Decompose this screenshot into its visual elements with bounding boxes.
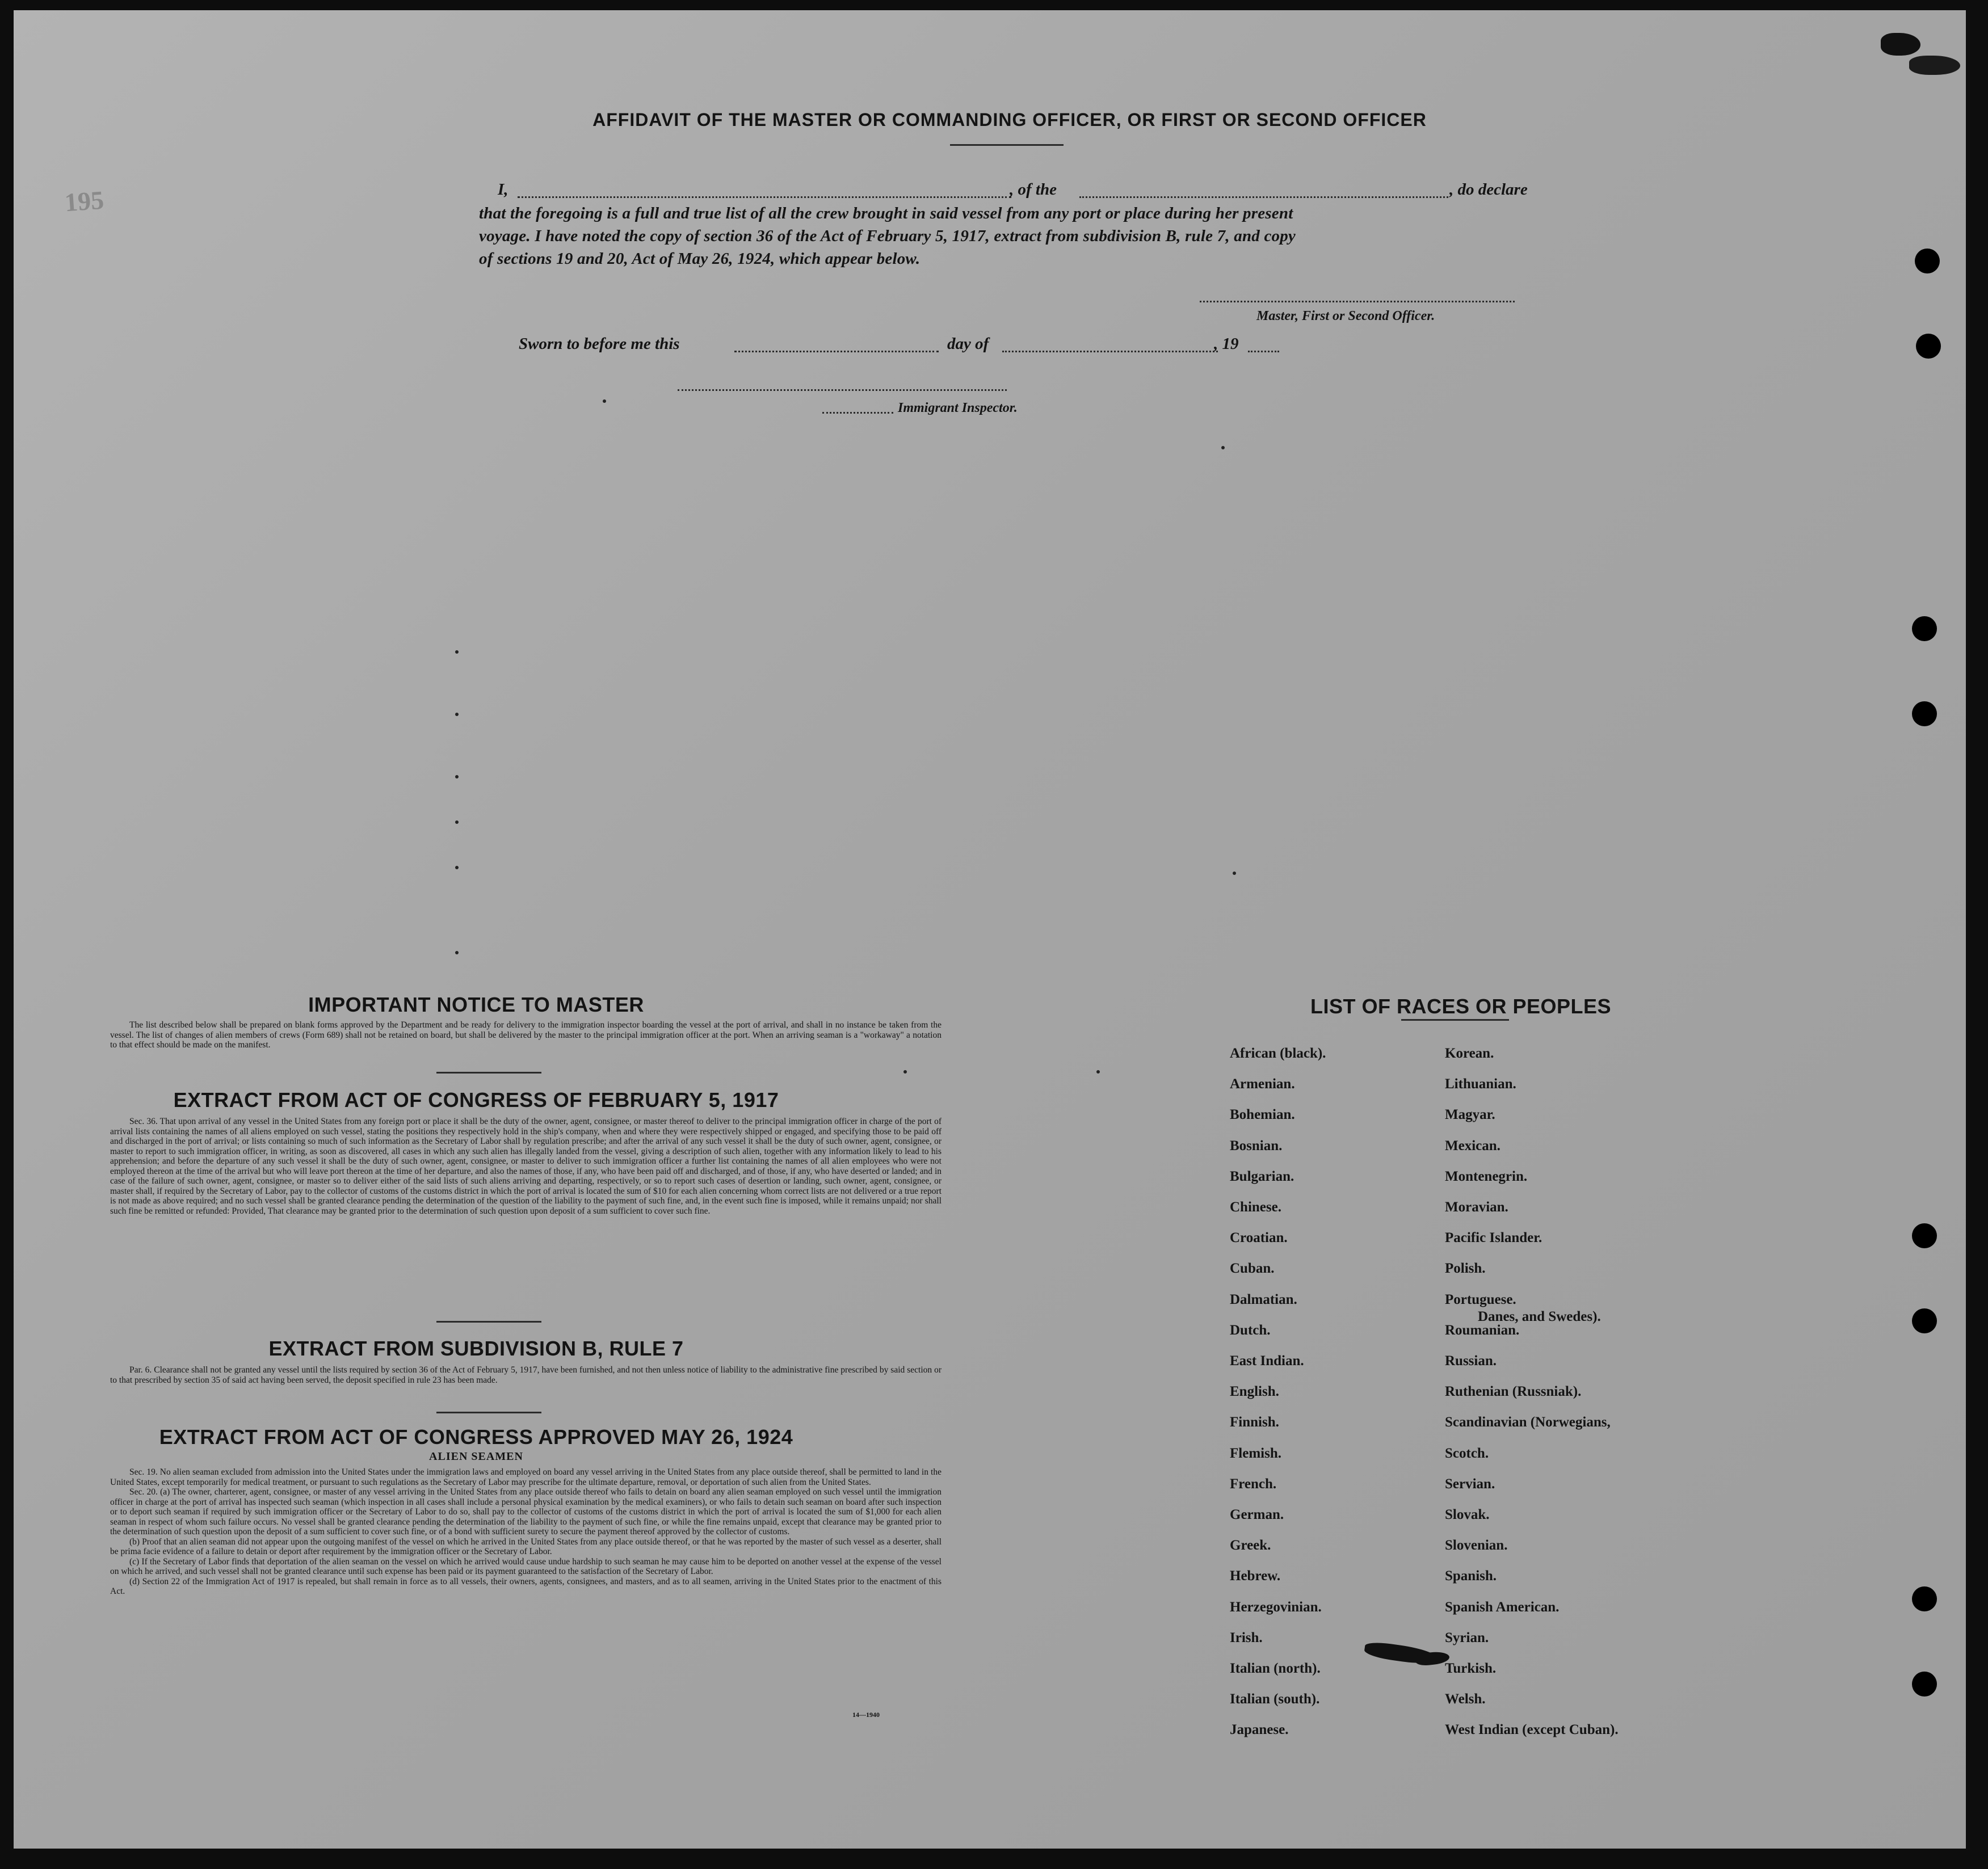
sworn-year: , 19 [1214,335,1239,353]
races-title-rule [1401,1019,1509,1021]
rule7-text [110,1365,942,1385]
race-item: Scotch. [1445,1446,1489,1461]
corner-damage [1881,33,1920,56]
alien-seamen-subtitle: ALIEN SEAMEN [429,1450,523,1463]
race-item: Scandinavian (Norwegians, [1445,1415,1611,1430]
race-item: Lithuanian. [1445,1076,1516,1092]
race-item: Bohemian. [1230,1107,1295,1122]
race-item: French. [1230,1476,1277,1492]
race-item: Ruthenian (Russniak). [1445,1384,1582,1399]
speck [1096,1070,1100,1074]
master-signature-line [1200,301,1515,302]
punch-hole [1912,1586,1937,1611]
affidavit-i: I, [498,180,508,199]
punch-hole [1912,701,1937,726]
race-item: Greek. [1230,1538,1271,1553]
race-item: Welsh. [1445,1691,1486,1707]
race-item: Polish. [1445,1261,1486,1276]
race-item: Roumanian. [1445,1323,1520,1338]
form-number: 14—1940 [852,1711,880,1719]
sec20d-paragraph: (d) Section 22 of the Immigration Act of 1917 is repealed, but shall remain in force as to all vessels, their owners, agents, consignees, and masters, and as to all seamen, arriving in the United States prior to the enactment of this Act. [110,1576,942,1596]
race-item: Bosnian. [1230,1138,1283,1154]
speck [455,775,459,778]
race-item: Irish. [1230,1630,1263,1645]
race-item: Syrian. [1445,1630,1489,1645]
race-item: Mexican. [1445,1138,1501,1154]
races-left-column [1230,1046,1434,1749]
sec19-paragraph: Sec. 19. No alien seaman excluded from admission into the United States under the immigration laws and employed on board any vessel arriving in the United States from any place outside thereof, shall be permitted to land in the United States, except temporarily for medical treatment, or pursuant to such regulations as the Secretary of Labor may prescribe for the ultimate departure, removal, or deportation of such alien from the United States. [110,1467,942,1487]
sworn-day-blank [734,351,939,352]
rule7-title: EXTRACT FROM SUBDIVISION B, RULE 7 [268,1337,684,1360]
punch-hole [1915,249,1940,273]
race-item-continuation: Danes, and Swedes). [1478,1309,1601,1324]
punch-hole [1912,1308,1937,1333]
race-item: Dalmatian. [1230,1292,1297,1307]
title-rule [950,144,1064,146]
race-item: East Indian. [1230,1353,1304,1369]
master-signature-label: Master, First or Second Officer. [1256,309,1435,323]
extract-1917-text [110,1117,942,1216]
race-item: Slovak. [1445,1507,1490,1522]
section-rule [436,1412,541,1413]
race-item: Magyar. [1445,1107,1495,1122]
sec20a-paragraph: Sec. 20. (a) The owner, charterer, agent, consignee, or master of any vessel arriving in the United States from any place outside thereof who fails to detain on board any alien seaman employed on such vessel until the immigration officer in charge at the port of arrival has inspected such seaman (which inspection in all cases shall include a personal physical examination by the medical examiners), or who fails to detain such seaman on board after such inspection or to deport such seaman if required by such immigration officer or the Secretary of Labor to do so, shall pay to the collector of customs of the customs district in which the port of arrival is located the sum of $1,000 for each alien seaman in respect of whom such failure occurs. No vessel shall be granted clearance pending the determination of the liability to the payment of such fine, or while the fine remains unpaid, except that clearance may be granted prior to the determination of such question upon the deposit of a sum sufficient to cover such fine, or of a bond with sufficient surety to secure the payment thereof approved by the collector of customs. [110,1487,942,1537]
section-rule [436,1321,541,1323]
corner-damage [1909,56,1960,75]
race-item: Flemish. [1230,1446,1281,1461]
speck [603,399,606,403]
race-item: Spanish. [1445,1568,1497,1584]
sworn-day-of: day of [947,335,989,353]
speck [455,951,459,954]
affidavit-line2: that the foregoing is a full and true list of all the crew brought in said vessel from any port or place during her present [479,204,1293,222]
speck [455,650,459,654]
vessel-blank [1079,196,1448,198]
sworn-label: Sworn to before me this [519,335,680,353]
race-item: Russian. [1445,1353,1497,1369]
inspector-signature-line [678,389,1007,391]
sec36-paragraph: Sec. 36. That upon arrival of any vessel in the United States from any foreign port or place it shall be the duty of the owner, agent, consignee, or master thereof to deliver to the principal immigration officer in charge of the port of arrival lists containing the names of all aliens employed on such vessel, stating the positions they respectively hold in the ship's company, when and where they were respectively shipped or engaged, and specifying those to be paid off and discharged in the port of arrival; or lists containing so much of such information as the Secretary of Labor shall by regulation prescribe; and after the arrival of any such vessel it shall be the duty of such owner, agent, consignee, or master to report to such immigration officer, in writing, as soon as discovered, all cases in which any such alien has illegally landed from the vessel, giving a description of such alien, together with any information likely to lead to his apprehension; and before the departure of any such vessel it shall be the duty of such owner, agent, consignee, or master to deliver to such immigration officer a further list containing the names of all alien employees who were not employed thereon at the time of the arrival but who will leave port thereon at the time of her departure, and also the names of those, if any, who have been paid off and discharged, and of those, if any, who have deserted or landed; and in case of the failure of such owner, agent, consignee, or master so to deliver either of the said lists of such aliens arriving and departing, respectively, or so to report such cases of desertion or landing, such owner, agent, consignee, or master shall, if required by the Secretary of Labor, pay to the collector of customs of the customs district in which the port of arrival is located the sum of $10 for each alien concerning whom correct lists are not delivered or a true report is not made as above required; and no such vessel shall be granted clearance pending the determination of the question of the liability to the payment of such fine, and, in the event such fine is imposed, while it remains unpaid; nor shall such fine be remitted or refunded: Provided, That clearance may be granted prior to the determination of such question upon deposit of a sum sufficient to cover such fine. [110,1117,942,1216]
race-item: Dutch. [1230,1323,1271,1338]
race-item: Hebrew. [1230,1568,1281,1584]
affidavit-line4: of sections 19 and 20, Act of May 26, 1924, which appear below. [479,250,921,268]
notice-text [110,1020,942,1050]
race-item: Croatian. [1230,1230,1288,1245]
speck [455,820,459,824]
extract-1917-title: EXTRACT FROM ACT OF CONGRESS OF FEBRUARY 5, 1917 [173,1088,779,1112]
punch-hole [1912,1672,1937,1697]
race-item: Servian. [1445,1476,1495,1492]
affidavit-title: AFFIDAVIT OF THE MASTER OR COMMANDING OFFICER, OR FIRST OR SECOND OFFICER [592,110,1427,130]
speck [1233,872,1236,875]
race-item: Montenegrin. [1445,1169,1528,1184]
race-item: Italian (south). [1230,1691,1320,1707]
inspector-lead-dots [822,412,893,414]
race-item: African (black). [1230,1046,1326,1061]
race-item: Pacific Islander. [1445,1230,1543,1245]
sec20b-paragraph: (b) Proof that an alien seaman did not appear upon the outgoing manifest of the vessel on which he arrived in the United States from any place outside thereof, or that he was reported by the master of such vessel as a deserter, shall be prima facie evidence of a failure to detain or deport after requirement by the immigration officer or the Secretary of Labor. [110,1537,942,1556]
extract-1924-text [110,1467,942,1597]
race-item: West Indian (except Cuban). [1445,1722,1619,1737]
speck [455,866,459,869]
race-item: Chinese. [1230,1199,1281,1215]
section-rule [436,1072,541,1074]
speck [455,713,459,716]
name-blank [518,196,1011,198]
sec20c-paragraph: (c) If the Secretary of Labor finds that deportation of the alien seaman on the vessel on which he arrived would cause undue hardship to such seaman he may cause him to be deported on another vessel at the expense of the vessel on which he arrived, and such vessel shall not be granted clearance until such expense has been paid or its payment guaranteed to the satisfaction of the Secretary of Labor. [110,1556,942,1576]
race-item: Japanese. [1230,1722,1289,1737]
affidavit-line3: voyage. I have noted the copy of section 36 of the Act of February 5, 1917, extract from subdivision B, rule 7, and copy [479,227,1296,245]
affidavit-of-the: , of the [1010,180,1057,199]
races-title: LIST OF RACES OR PEOPLES [1310,995,1612,1018]
race-item: Cuban. [1230,1261,1275,1276]
punch-hole [1912,1223,1937,1248]
document-page [14,10,1966,1849]
sworn-month-blank [1002,351,1218,352]
punch-hole [1912,616,1937,641]
inspector-label: Immigrant Inspector. [898,401,1018,415]
notice-title: IMPORTANT NOTICE TO MASTER [308,993,644,1016]
margin-mark: 195 [64,185,105,217]
extract-1924-title: EXTRACT FROM ACT OF CONGRESS APPROVED MAY 26, 1924 [159,1425,793,1449]
race-item: Turkish. [1445,1661,1497,1676]
race-item: Finnish. [1230,1415,1279,1430]
race-item: Slovenian. [1445,1538,1508,1553]
sworn-year-blank [1248,351,1279,352]
race-item: German. [1230,1507,1284,1522]
affidavit-declare: , do declare [1449,180,1528,199]
race-item: Armenian. [1230,1076,1295,1092]
race-item: Spanish American. [1445,1599,1560,1615]
race-item: Portuguese. [1445,1292,1516,1307]
notice-paragraph: The list described below shall be prepared on blank forms approved by the Department and be ready for delivery to the immigration inspector boarding the vessel at the port of arrival, and shall in no instance be taken from the vessel. The list of changes of alien members of crews (Form 689) shall not be retained on board, but shall be delivered by the master to the principal immigration officer at the port. When an arriving seaman is a "workaway" a notation to that effect should be made on the manifest. [110,1020,942,1050]
race-item: Italian (north). [1230,1661,1321,1676]
races-right-column [1445,1046,1689,1749]
race-item: English. [1230,1384,1279,1399]
speck [1221,446,1225,449]
race-item: Moravian. [1445,1199,1508,1215]
race-item: Bulgarian. [1230,1169,1294,1184]
punch-hole [1916,334,1941,359]
race-item: Herzegovinian. [1230,1599,1322,1615]
speck [903,1070,907,1074]
race-item: Korean. [1445,1046,1494,1061]
rule7-paragraph: Par. 6. Clearance shall not be granted any vessel until the lists required by section 36 of the Act of February 5, 1917, have been furnished, and not then unless notice of liability to the administrative fine prescribed by said section or to that prescribed by section 35 of said act having been served, the deposit specified in rule 23 has been made. [110,1365,942,1385]
